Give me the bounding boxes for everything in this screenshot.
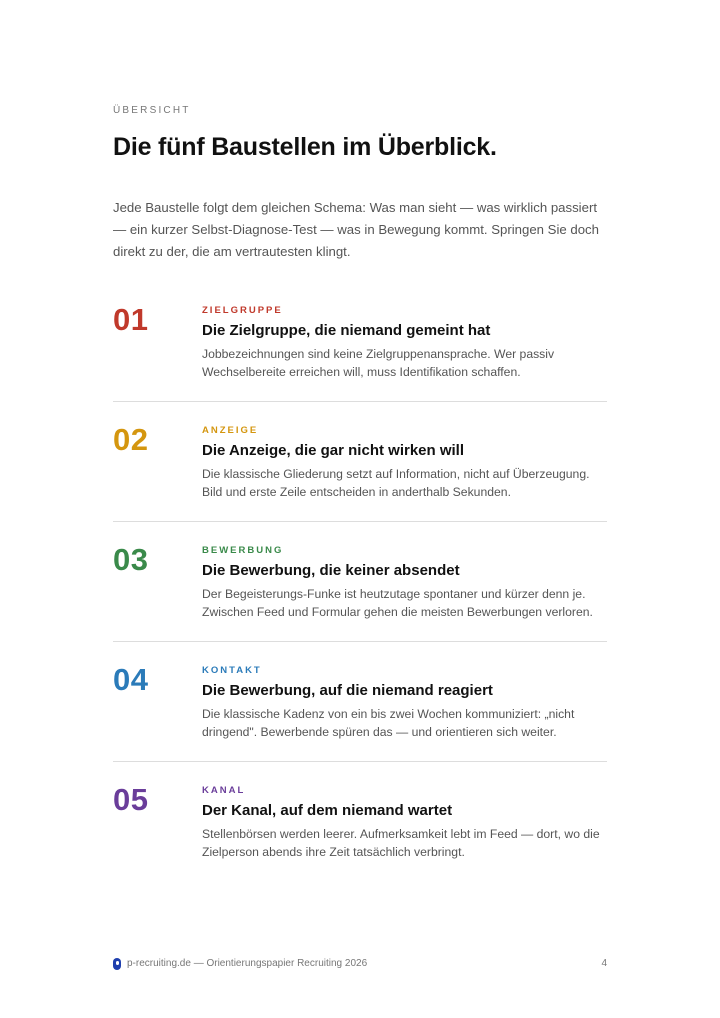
overview-item-kanal[interactable] xyxy=(113,762,607,881)
item-number: 01 xyxy=(113,302,149,337)
item-category: ZIELGRUPPE xyxy=(202,305,283,316)
page-number: 4 xyxy=(601,958,607,969)
overview-item-zielgruppe[interactable] xyxy=(113,282,607,402)
section-eyebrow: ÜBERSICHT xyxy=(113,105,191,116)
item-description: Stellenbörsen werden leerer. Aufmerksamkeit lebt im Feed — dort, wo die Zielperson abends ihre Zeit tatsächlich verbringt. xyxy=(202,827,600,859)
footer-text: p-recruiting.de — Orientierungspapier Recruiting 2026 xyxy=(127,958,368,969)
item-category: BEWERBUNG xyxy=(202,545,284,556)
item-number: 05 xyxy=(113,782,149,817)
item-number: 03 xyxy=(113,542,149,577)
item-title: Die Bewerbung, auf die niemand reagiert xyxy=(202,682,493,699)
overview-item-anzeige[interactable] xyxy=(113,402,607,522)
page-title: Die fünf Baustellen im Überblick. xyxy=(113,133,497,161)
item-number: 02 xyxy=(113,422,149,457)
p-logo-icon xyxy=(113,958,121,970)
item-category: ANZEIGE xyxy=(202,425,259,436)
item-category: KANAL xyxy=(202,785,246,796)
overview-list xyxy=(113,282,607,881)
intro-paragraph: Jede Baustelle folgt dem gleichen Schema: Was man sieht — was wirklich passiert — ein kurzer Selbst-Diagnose-Test — was in Bewegung kommt. Springen Sie doch direkt zu der, die am vertrautesten klingt. xyxy=(113,200,599,259)
item-title: Die Bewerbung, die keiner absendet xyxy=(202,562,460,579)
item-description: Die klassische Gliederung setzt auf Information, nicht auf Überzeugung. Bild und erste Zeile entscheiden in anderthalb Sekunden. xyxy=(202,467,590,499)
item-title: Der Kanal, auf dem niemand wartet xyxy=(202,802,453,819)
item-description: Die klassische Kadenz von ein bis zwei Wochen kommuniziert: „nicht dringend". Bewerbende spüren das — und orientieren sich weiter. xyxy=(202,707,575,739)
page-footer xyxy=(113,957,607,973)
item-description: Jobbezeichnungen sind keine Zielgruppenansprache. Wer passiv Wechselbereite erreichen will, muss Identifikation schaffen. xyxy=(202,347,555,379)
item-category: KONTAKT xyxy=(202,665,262,676)
item-title: Die Zielgruppe, die niemand gemeint hat xyxy=(202,322,491,339)
item-title: Die Anzeige, die gar nicht wirken will xyxy=(202,442,465,459)
overview-item-kontakt[interactable] xyxy=(113,642,607,762)
overview-item-bewerbung[interactable] xyxy=(113,522,607,642)
item-number: 04 xyxy=(113,662,149,697)
item-description: Der Begeisterungs-Funke ist heutzutage spontaner und kürzer denn je. Zwischen Feed und Formular gehen die meisten Bewerbungen verloren. xyxy=(202,587,593,619)
